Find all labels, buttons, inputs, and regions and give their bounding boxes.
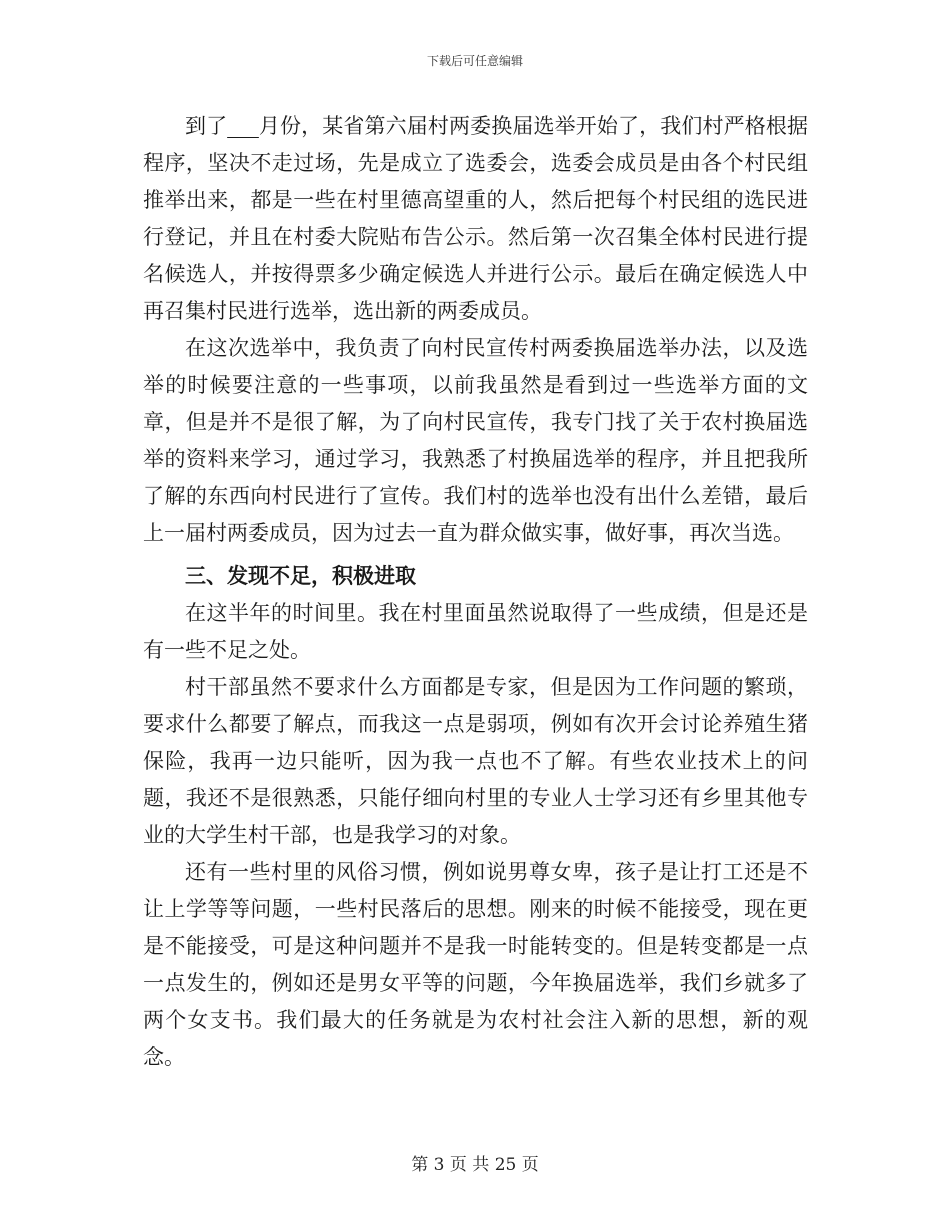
document-body [143,108,808,1076]
paragraph-shortcomings: 在这半年的时间里。我在村里面虽然说取得了一些成绩，但是还是有一些不足之处。 [143,601,808,662]
page-header: 下载后可任意编辑 [426,54,523,68]
paragraph-text: 到了 [185,114,228,138]
paragraph-publicity: 在这次选举中，我负责了向村民宣传村两委换届选举办法，以及选举的时候要注意的一些事项，以前我虽然是看到过一些选举方面的文章，但是并不是很了解，为了向村民宣传，我专门找了关于农村换届选举的资料来学习，通过学习，我熟悉了村换届选举的程序，并且把我所了解的东西向村民进行了宣传。我们村的选举也没有出什么差错，最后上一届村两委成员，因为过去一直为群众做实事，做好事，再次当选。 [143,336,808,545]
page-footer: 第 3 页 共 25 页 [411,1155,539,1175]
paragraph-text: 月份，某省第六届村两委换届选举开始了，我们村严格根据程序，坚决不走过场，先是成立了选委会，选委会成员是由各个村民组推举出来，都是一些在村里德高望重的人，然后把每个村民组的选民进行登记，并且在村委大院贴布告公示。然后第一次召集全体村民进行提名候选人，并按得票多少确定候选人并进行公示。最后在确定候选人中再召集村民进行选举，选出新的两委成员。 [143,114,808,323]
fill-in-blank: ___ [227,114,259,138]
paragraph-knowledge: 村干部虽然不要求什么方面都是专家，但是因为工作问题的繁琐，要求什么都要了解点，而我这一点是弱项，例如有次开会讨论养殖生猪保险，我再一边只能听，因为我一点也不了解。有些农业技术上的问题，我还不是很熟悉，只能仔细向村里的专业人士学习还有乡里其他专业的大学生村干部，也是我学习的对象。 [143,675,808,847]
paragraph-election-process [143,108,808,330]
section-heading: 三、发现不足，积极进取 [185,564,416,588]
paragraph-customs: 还有一些村里的风俗习惯，例如说男尊女卑，孩子是让打工还是不让上学等等问题，一些村民落后的思想。刚来的时候不能接受，现在更是不能接受，可是这种问题并不是我一时能转变的。但是转变都是一点一点发生的，例如还是男女平等的问题，今年换届选举，我们乡就多了两个女支书。我们最大的任务就是为农村社会注入新的思想，新的观念。 [143,860,808,1069]
